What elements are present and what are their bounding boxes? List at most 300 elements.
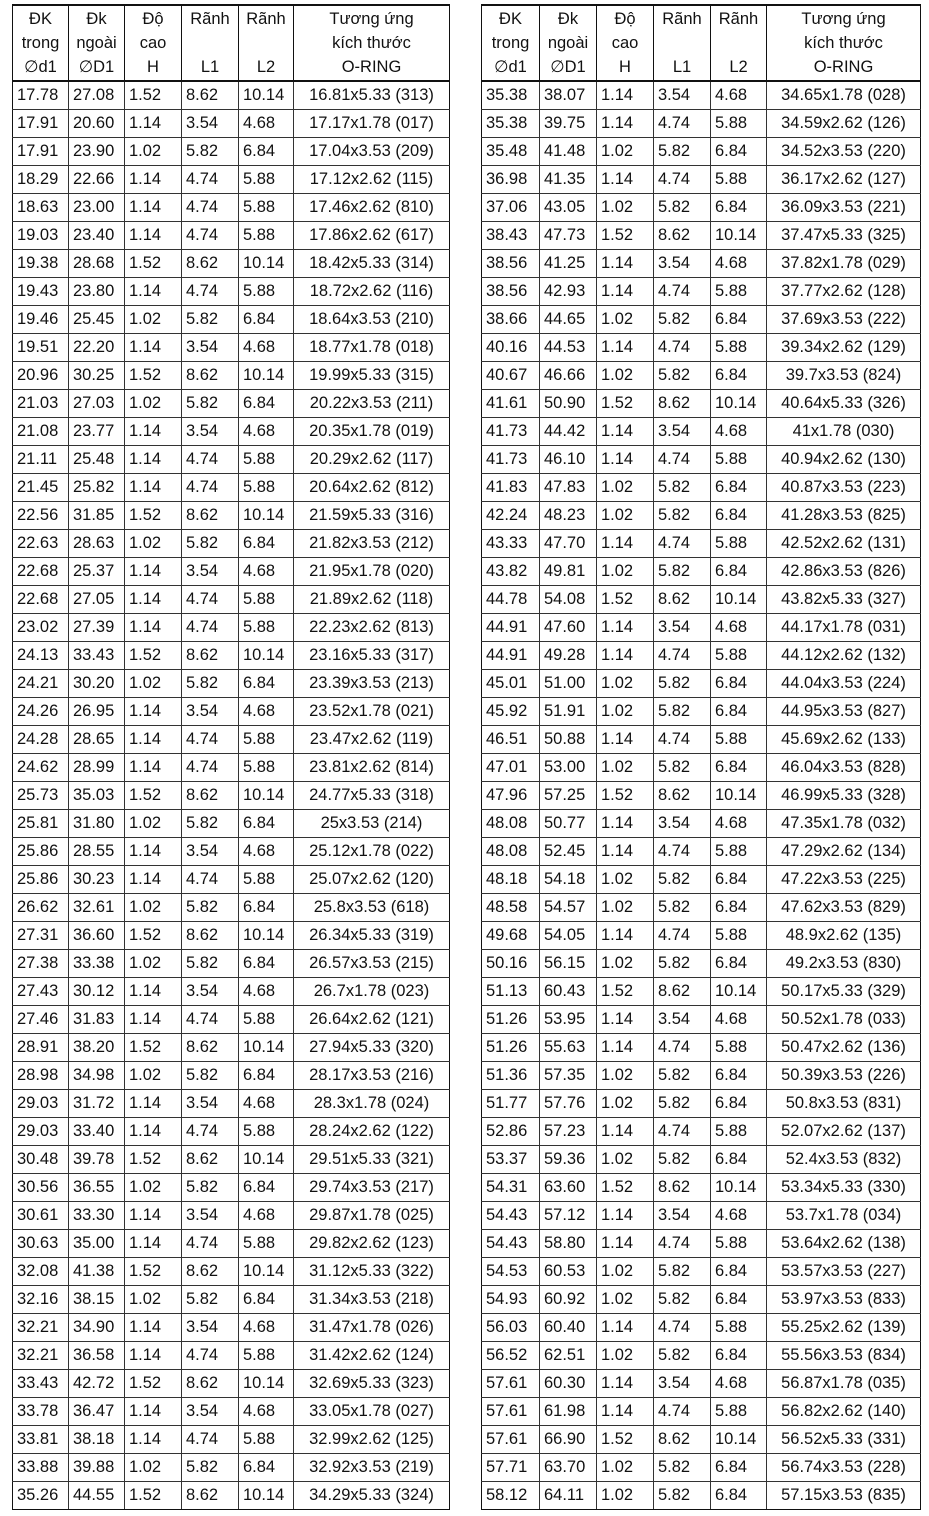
oring-size-cell: 47.29x2.62 (134) — [767, 838, 921, 866]
dimension-cell: 5.82 — [654, 558, 711, 586]
dimension-cell: 1.52 — [597, 1174, 654, 1202]
oring-size-cell: 40.64x5.33 (326) — [767, 390, 921, 418]
oring-size-cell: 27.94x5.33 (320) — [294, 1034, 450, 1062]
dimension-cell: 57.25 — [540, 782, 597, 810]
dimension-cell: 1.14 — [597, 838, 654, 866]
table-row — [482, 1174, 921, 1202]
dimension-cell: 41.73 — [482, 446, 540, 474]
dimension-cell: 1.14 — [125, 1006, 182, 1034]
dimension-cell: 33.78 — [13, 1398, 69, 1426]
column-header-line: ngoài — [547, 34, 589, 52]
dimension-cell: 4.68 — [711, 1006, 767, 1034]
dimension-cell: 51.26 — [482, 1006, 540, 1034]
oring-size-cell: 34.65x1.78 (028) — [767, 81, 921, 110]
dimension-cell: 56.52 — [482, 1342, 540, 1370]
oring-size-cell: 26.64x2.62 (121) — [294, 1006, 450, 1034]
dimension-cell: 10.14 — [239, 1146, 294, 1174]
dimension-cell: 33.30 — [69, 1202, 125, 1230]
dimension-cell: 5.82 — [654, 1342, 711, 1370]
dimension-cell: 5.82 — [654, 194, 711, 222]
dimension-cell: 1.14 — [597, 1370, 654, 1398]
dimension-cell: 4.74 — [654, 166, 711, 194]
oring-size-cell: 28.24x2.62 (122) — [294, 1118, 450, 1146]
column-header-line: Độ — [142, 10, 164, 28]
dimension-cell: 10.14 — [239, 362, 294, 390]
dimension-cell: 59.36 — [540, 1146, 597, 1174]
dimension-cell: 4.74 — [182, 446, 239, 474]
dimension-cell: 25.73 — [13, 782, 69, 810]
dimension-cell: 1.02 — [597, 1146, 654, 1174]
table-row — [482, 362, 921, 390]
dimension-cell: 51.00 — [540, 670, 597, 698]
oring-size-cell: 40.87x3.53 (223) — [767, 474, 921, 502]
dimension-cell: 23.77 — [69, 418, 125, 446]
dimension-cell: 1.02 — [125, 810, 182, 838]
dimension-cell: 6.84 — [239, 1286, 294, 1314]
dimension-cell: 54.93 — [482, 1286, 540, 1314]
dimension-cell: 8.62 — [654, 586, 711, 614]
dimension-cell: 10.14 — [239, 1370, 294, 1398]
table-row — [13, 390, 450, 418]
table-row — [482, 306, 921, 334]
dimension-cell: 44.53 — [540, 334, 597, 362]
dimension-cell: 1.14 — [125, 278, 182, 306]
dimension-cell: 1.02 — [597, 502, 654, 530]
dimension-cell: 32.21 — [13, 1342, 69, 1370]
table-row — [482, 278, 921, 306]
dimension-cell: 32.08 — [13, 1258, 69, 1286]
dimension-cell: 1.14 — [125, 1342, 182, 1370]
oring-size-cell: 20.35x1.78 (019) — [294, 418, 450, 446]
dimension-cell: 6.84 — [711, 754, 767, 782]
oring-size-cell: 22.23x2.62 (813) — [294, 614, 450, 642]
table-row — [482, 1342, 921, 1370]
oring-size-cell: 20.64x2.62 (812) — [294, 474, 450, 502]
column-header-line: Rãnh — [718, 10, 759, 28]
table-row — [13, 1230, 450, 1258]
dimension-cell: 1.02 — [597, 194, 654, 222]
table-row — [13, 978, 450, 1006]
dimension-cell: 25.48 — [69, 446, 125, 474]
dimension-cell: 8.62 — [182, 782, 239, 810]
dimension-cell: 1.02 — [597, 1090, 654, 1118]
oring-size-cell: 52.07x2.62 (137) — [767, 1118, 921, 1146]
dimension-cell: 5.82 — [654, 1090, 711, 1118]
dimension-cell: 30.56 — [13, 1174, 69, 1202]
column-header — [13, 5, 69, 81]
dimension-cell: 1.02 — [597, 558, 654, 586]
dimension-cell: 4.74 — [654, 1314, 711, 1342]
dimension-cell: 6.84 — [711, 698, 767, 726]
dimension-cell: 5.82 — [182, 530, 239, 558]
dimension-cell: 4.68 — [239, 558, 294, 586]
dimension-cell: 6.84 — [711, 1454, 767, 1482]
table-row — [13, 81, 450, 110]
dimension-cell: 5.82 — [654, 894, 711, 922]
dimension-cell: 54.43 — [482, 1230, 540, 1258]
column-header-line: ∅d1 — [494, 58, 527, 76]
dimension-cell: 1.52 — [125, 362, 182, 390]
dimension-cell: 1.52 — [597, 782, 654, 810]
dimension-cell: 8.62 — [182, 362, 239, 390]
dimension-cell: 46.66 — [540, 362, 597, 390]
dimension-cell: 31.83 — [69, 1006, 125, 1034]
column-header-line: L2 — [256, 58, 276, 76]
dimension-cell: 6.84 — [711, 1062, 767, 1090]
table-row — [13, 698, 450, 726]
dimension-cell: 36.98 — [482, 166, 540, 194]
dimension-cell: 19.03 — [13, 222, 69, 250]
dimension-cell: 53.00 — [540, 754, 597, 782]
table-row — [482, 446, 921, 474]
dimension-cell: 1.52 — [125, 1370, 182, 1398]
oring-size-cell: 17.04x3.53 (209) — [294, 138, 450, 166]
dimension-cell: 46.51 — [482, 726, 540, 754]
oring-size-cell: 29.51x5.33 (321) — [294, 1146, 450, 1174]
dimension-cell: 1.14 — [125, 754, 182, 782]
table-header — [482, 5, 921, 81]
dimension-cell: 58.12 — [482, 1482, 540, 1510]
oring-size-cell: 32.69x5.33 (323) — [294, 1370, 450, 1398]
dimension-cell: 8.62 — [654, 390, 711, 418]
table-row — [13, 334, 450, 362]
oring-size-cell: 18.72x2.62 (116) — [294, 278, 450, 306]
table-row — [13, 362, 450, 390]
table-row — [13, 278, 450, 306]
dimension-cell: 4.68 — [239, 1202, 294, 1230]
dimension-cell: 5.82 — [182, 810, 239, 838]
column-header-line: kích thước — [332, 34, 411, 52]
table-row — [482, 1062, 921, 1090]
column-header-line: O-RING — [341, 58, 402, 76]
dimension-cell: 5.82 — [654, 754, 711, 782]
dimension-cell: 66.90 — [540, 1426, 597, 1454]
dimension-cell: 63.60 — [540, 1174, 597, 1202]
column-header-line: H — [147, 58, 159, 76]
dimension-cell: 1.02 — [597, 1286, 654, 1314]
dimension-cell: 17.78 — [13, 81, 69, 110]
oring-size-cell: 50.52x1.78 (033) — [767, 1006, 921, 1034]
dimension-cell: 1.14 — [125, 446, 182, 474]
dimension-cell: 1.02 — [597, 1258, 654, 1286]
dimension-cell: 1.14 — [597, 642, 654, 670]
dimension-cell: 5.82 — [654, 1258, 711, 1286]
dimension-cell: 30.23 — [69, 866, 125, 894]
table-row — [482, 1006, 921, 1034]
dimension-cell: 1.02 — [597, 1454, 654, 1482]
dimension-cell: 4.74 — [654, 1034, 711, 1062]
dimension-cell: 47.01 — [482, 754, 540, 782]
oring-size-cell: 33.05x1.78 (027) — [294, 1398, 450, 1426]
dimension-cell: 1.14 — [125, 166, 182, 194]
dimension-cell: 54.08 — [540, 586, 597, 614]
dimension-cell: 5.88 — [239, 166, 294, 194]
table-row — [482, 222, 921, 250]
dimension-cell: 1.02 — [125, 306, 182, 334]
dimension-cell: 21.11 — [13, 446, 69, 474]
column-header-line: trong — [491, 34, 530, 52]
dimension-cell: 17.91 — [13, 110, 69, 138]
dimension-cell: 42.72 — [69, 1370, 125, 1398]
table-row — [482, 1286, 921, 1314]
dimension-cell: 4.68 — [711, 81, 767, 110]
dimension-cell: 1.14 — [125, 698, 182, 726]
table-row — [482, 166, 921, 194]
dimension-cell: 46.10 — [540, 446, 597, 474]
table-row — [482, 1034, 921, 1062]
dimension-cell: 1.02 — [597, 698, 654, 726]
dimension-cell: 5.88 — [239, 474, 294, 502]
dimension-cell: 3.54 — [182, 110, 239, 138]
column-header-line: Đk — [557, 10, 579, 28]
dimension-cell: 1.14 — [125, 1314, 182, 1342]
dimension-cell: 1.52 — [597, 222, 654, 250]
dimension-cell: 55.63 — [540, 1034, 597, 1062]
dimension-cell: 5.82 — [654, 866, 711, 894]
table-row — [482, 1230, 921, 1258]
table-row — [482, 81, 921, 110]
oring-size-cell: 47.22x3.53 (225) — [767, 866, 921, 894]
dimension-cell: 1.14 — [125, 866, 182, 894]
dimension-cell: 64.11 — [540, 1482, 597, 1510]
dimension-cell: 41.61 — [482, 390, 540, 418]
table-row — [13, 530, 450, 558]
dimension-cell: 27.38 — [13, 950, 69, 978]
table-row — [13, 1398, 450, 1426]
dimension-cell: 30.48 — [13, 1146, 69, 1174]
dimension-cell: 1.02 — [125, 138, 182, 166]
column-header-line: cao — [139, 34, 167, 52]
dimension-cell: 48.08 — [482, 810, 540, 838]
oring-size-cell: 29.87x1.78 (025) — [294, 1202, 450, 1230]
oring-size-cell: 25x3.53 (214) — [294, 810, 450, 838]
dimension-cell: 1.52 — [125, 502, 182, 530]
dimension-cell: 5.82 — [182, 1174, 239, 1202]
table-row — [482, 1426, 921, 1454]
table-row — [13, 474, 450, 502]
dimension-cell: 1.14 — [597, 81, 654, 110]
dimension-cell: 10.14 — [239, 250, 294, 278]
dimension-cell: 27.05 — [69, 586, 125, 614]
dimension-cell: 10.14 — [239, 782, 294, 810]
dimension-cell: 10.14 — [711, 1174, 767, 1202]
oring-size-cell: 53.64x2.62 (138) — [767, 1230, 921, 1258]
dimension-cell: 21.08 — [13, 418, 69, 446]
table-row — [13, 922, 450, 950]
table-row — [13, 1062, 450, 1090]
dimension-cell: 27.31 — [13, 922, 69, 950]
column-header-line: Độ — [614, 10, 636, 28]
oring-size-cell: 44.04x3.53 (224) — [767, 670, 921, 698]
dimension-cell: 1.14 — [125, 474, 182, 502]
oring-size-cell: 23.39x3.53 (213) — [294, 670, 450, 698]
dimension-cell: 1.02 — [597, 866, 654, 894]
dimension-cell: 3.54 — [654, 1370, 711, 1398]
table-row — [13, 502, 450, 530]
dimension-cell: 51.36 — [482, 1062, 540, 1090]
table-row — [482, 866, 921, 894]
column-header — [482, 5, 540, 81]
dimension-cell: 4.68 — [711, 810, 767, 838]
dimension-cell: 57.12 — [540, 1202, 597, 1230]
dimension-cell: 35.00 — [69, 1230, 125, 1258]
table-row — [13, 306, 450, 334]
dimension-cell: 1.14 — [125, 334, 182, 362]
dimension-cell: 5.88 — [239, 1006, 294, 1034]
dimension-cell: 6.84 — [711, 362, 767, 390]
table-row — [13, 670, 450, 698]
table-row — [13, 950, 450, 978]
dimension-cell: 5.88 — [711, 110, 767, 138]
dimension-cell: 5.88 — [711, 166, 767, 194]
dimension-cell: 6.84 — [239, 1174, 294, 1202]
dimension-cell: 1.02 — [597, 670, 654, 698]
dimension-cell: 1.02 — [597, 1062, 654, 1090]
dimension-cell: 44.91 — [482, 642, 540, 670]
dimension-cell: 60.43 — [540, 978, 597, 1006]
dimension-cell: 38.43 — [482, 222, 540, 250]
table-row — [13, 1146, 450, 1174]
table-row — [13, 558, 450, 586]
table-row — [482, 250, 921, 278]
dimension-cell: 5.82 — [182, 306, 239, 334]
dimension-cell: 1.52 — [597, 390, 654, 418]
dimension-cell: 39.75 — [540, 110, 597, 138]
dimension-cell: 58.80 — [540, 1230, 597, 1258]
dimension-cell: 49.81 — [540, 558, 597, 586]
dimension-cell: 41.35 — [540, 166, 597, 194]
column-header-line — [711, 31, 766, 55]
dimension-cell: 4.74 — [182, 194, 239, 222]
dimension-cell: 5.88 — [711, 530, 767, 558]
dimension-cell: 38.56 — [482, 250, 540, 278]
table-row — [13, 166, 450, 194]
dimension-cell: 1.52 — [125, 1482, 182, 1510]
dimension-cell: 4.68 — [711, 614, 767, 642]
dimension-cell: 1.14 — [125, 1090, 182, 1118]
dimension-cell: 27.39 — [69, 614, 125, 642]
oring-size-cell: 19.99x5.33 (315) — [294, 362, 450, 390]
dimension-cell: 39.78 — [69, 1146, 125, 1174]
dimension-cell: 22.68 — [13, 558, 69, 586]
dimension-cell: 4.74 — [182, 1426, 239, 1454]
dimension-cell: 1.02 — [125, 670, 182, 698]
dimension-cell: 10.14 — [711, 978, 767, 1006]
dimension-cell: 22.66 — [69, 166, 125, 194]
oring-size-cell: 24.77x5.33 (318) — [294, 782, 450, 810]
oring-size-cell: 41.28x3.53 (825) — [767, 502, 921, 530]
dimension-cell: 20.60 — [69, 110, 125, 138]
oring-size-cell: 25.12x1.78 (022) — [294, 838, 450, 866]
table-row — [482, 110, 921, 138]
dimension-cell: 1.14 — [597, 1398, 654, 1426]
dimension-cell: 4.68 — [239, 1090, 294, 1118]
dimension-cell: 10.14 — [239, 922, 294, 950]
dimension-cell: 4.68 — [239, 1398, 294, 1426]
table-row — [482, 1090, 921, 1118]
dimension-cell: 5.88 — [711, 446, 767, 474]
dimension-cell: 6.84 — [711, 1258, 767, 1286]
column-header-line: L1 — [672, 58, 692, 76]
dimension-cell: 4.74 — [182, 866, 239, 894]
table-row — [482, 1370, 921, 1398]
oring-size-cell: 53.34x5.33 (330) — [767, 1174, 921, 1202]
table-row — [482, 726, 921, 754]
dimension-cell: 6.84 — [711, 670, 767, 698]
dimension-cell: 22.68 — [13, 586, 69, 614]
dimension-cell: 33.40 — [69, 1118, 125, 1146]
dimension-cell: 8.62 — [182, 250, 239, 278]
dimension-cell: 5.82 — [182, 1062, 239, 1090]
oring-size-cell: 49.2x3.53 (830) — [767, 950, 921, 978]
table-row — [482, 642, 921, 670]
dimension-cell: 4.74 — [182, 1006, 239, 1034]
dimension-cell: 1.14 — [125, 1426, 182, 1454]
oring-size-cell: 18.64x3.53 (210) — [294, 306, 450, 334]
dimension-cell: 49.68 — [482, 922, 540, 950]
dimension-cell: 30.12 — [69, 978, 125, 1006]
dimension-cell: 3.54 — [182, 698, 239, 726]
dimension-cell: 24.13 — [13, 642, 69, 670]
dimension-cell: 1.14 — [597, 418, 654, 446]
dimension-cell: 21.03 — [13, 390, 69, 418]
dimension-cell: 5.88 — [239, 1230, 294, 1258]
dimension-cell: 1.52 — [125, 1146, 182, 1174]
dimension-cell: 4.68 — [711, 1202, 767, 1230]
dimension-cell: 5.88 — [711, 1034, 767, 1062]
oring-size-cell: 41x1.78 (030) — [767, 418, 921, 446]
dimension-cell: 20.96 — [13, 362, 69, 390]
table-row — [482, 754, 921, 782]
column-header-line: O-RING — [813, 58, 874, 76]
oring-size-cell: 34.29x5.33 (324) — [294, 1482, 450, 1510]
dimension-cell: 10.14 — [711, 586, 767, 614]
dimension-cell: 18.29 — [13, 166, 69, 194]
dimension-cell: 5.82 — [654, 950, 711, 978]
oring-size-cell: 46.04x3.53 (828) — [767, 754, 921, 782]
dimension-cell: 33.43 — [69, 642, 125, 670]
dimension-cell: 5.82 — [654, 698, 711, 726]
table-row — [13, 1006, 450, 1034]
table-row — [13, 1426, 450, 1454]
dimension-cell: 1.14 — [125, 418, 182, 446]
dimension-cell: 4.74 — [654, 642, 711, 670]
dimension-cell: 22.63 — [13, 530, 69, 558]
dimension-cell: 5.88 — [239, 278, 294, 306]
dimension-cell: 25.82 — [69, 474, 125, 502]
dimension-cell: 5.82 — [182, 894, 239, 922]
dimension-cell: 29.03 — [13, 1090, 69, 1118]
dimension-cell: 47.83 — [540, 474, 597, 502]
table-row — [482, 894, 921, 922]
dimension-cell: 6.84 — [711, 558, 767, 586]
dimension-cell: 3.54 — [654, 418, 711, 446]
dimension-cell: 1.14 — [597, 110, 654, 138]
dimension-cell: 4.68 — [239, 838, 294, 866]
oring-size-cell: 32.99x2.62 (125) — [294, 1426, 450, 1454]
dimension-cell: 4.74 — [182, 278, 239, 306]
oring-size-cell: 31.12x5.33 (322) — [294, 1258, 450, 1286]
dimension-cell: 18.63 — [13, 194, 69, 222]
table-row — [482, 670, 921, 698]
dimension-cell: 1.14 — [597, 1006, 654, 1034]
dimension-cell: 10.14 — [239, 81, 294, 110]
dimension-cell: 38.15 — [69, 1286, 125, 1314]
oring-size-cell: 29.82x2.62 (123) — [294, 1230, 450, 1258]
header-row — [13, 5, 450, 81]
dimension-cell: 5.88 — [239, 1342, 294, 1370]
oring-size-cell: 17.12x2.62 (115) — [294, 166, 450, 194]
